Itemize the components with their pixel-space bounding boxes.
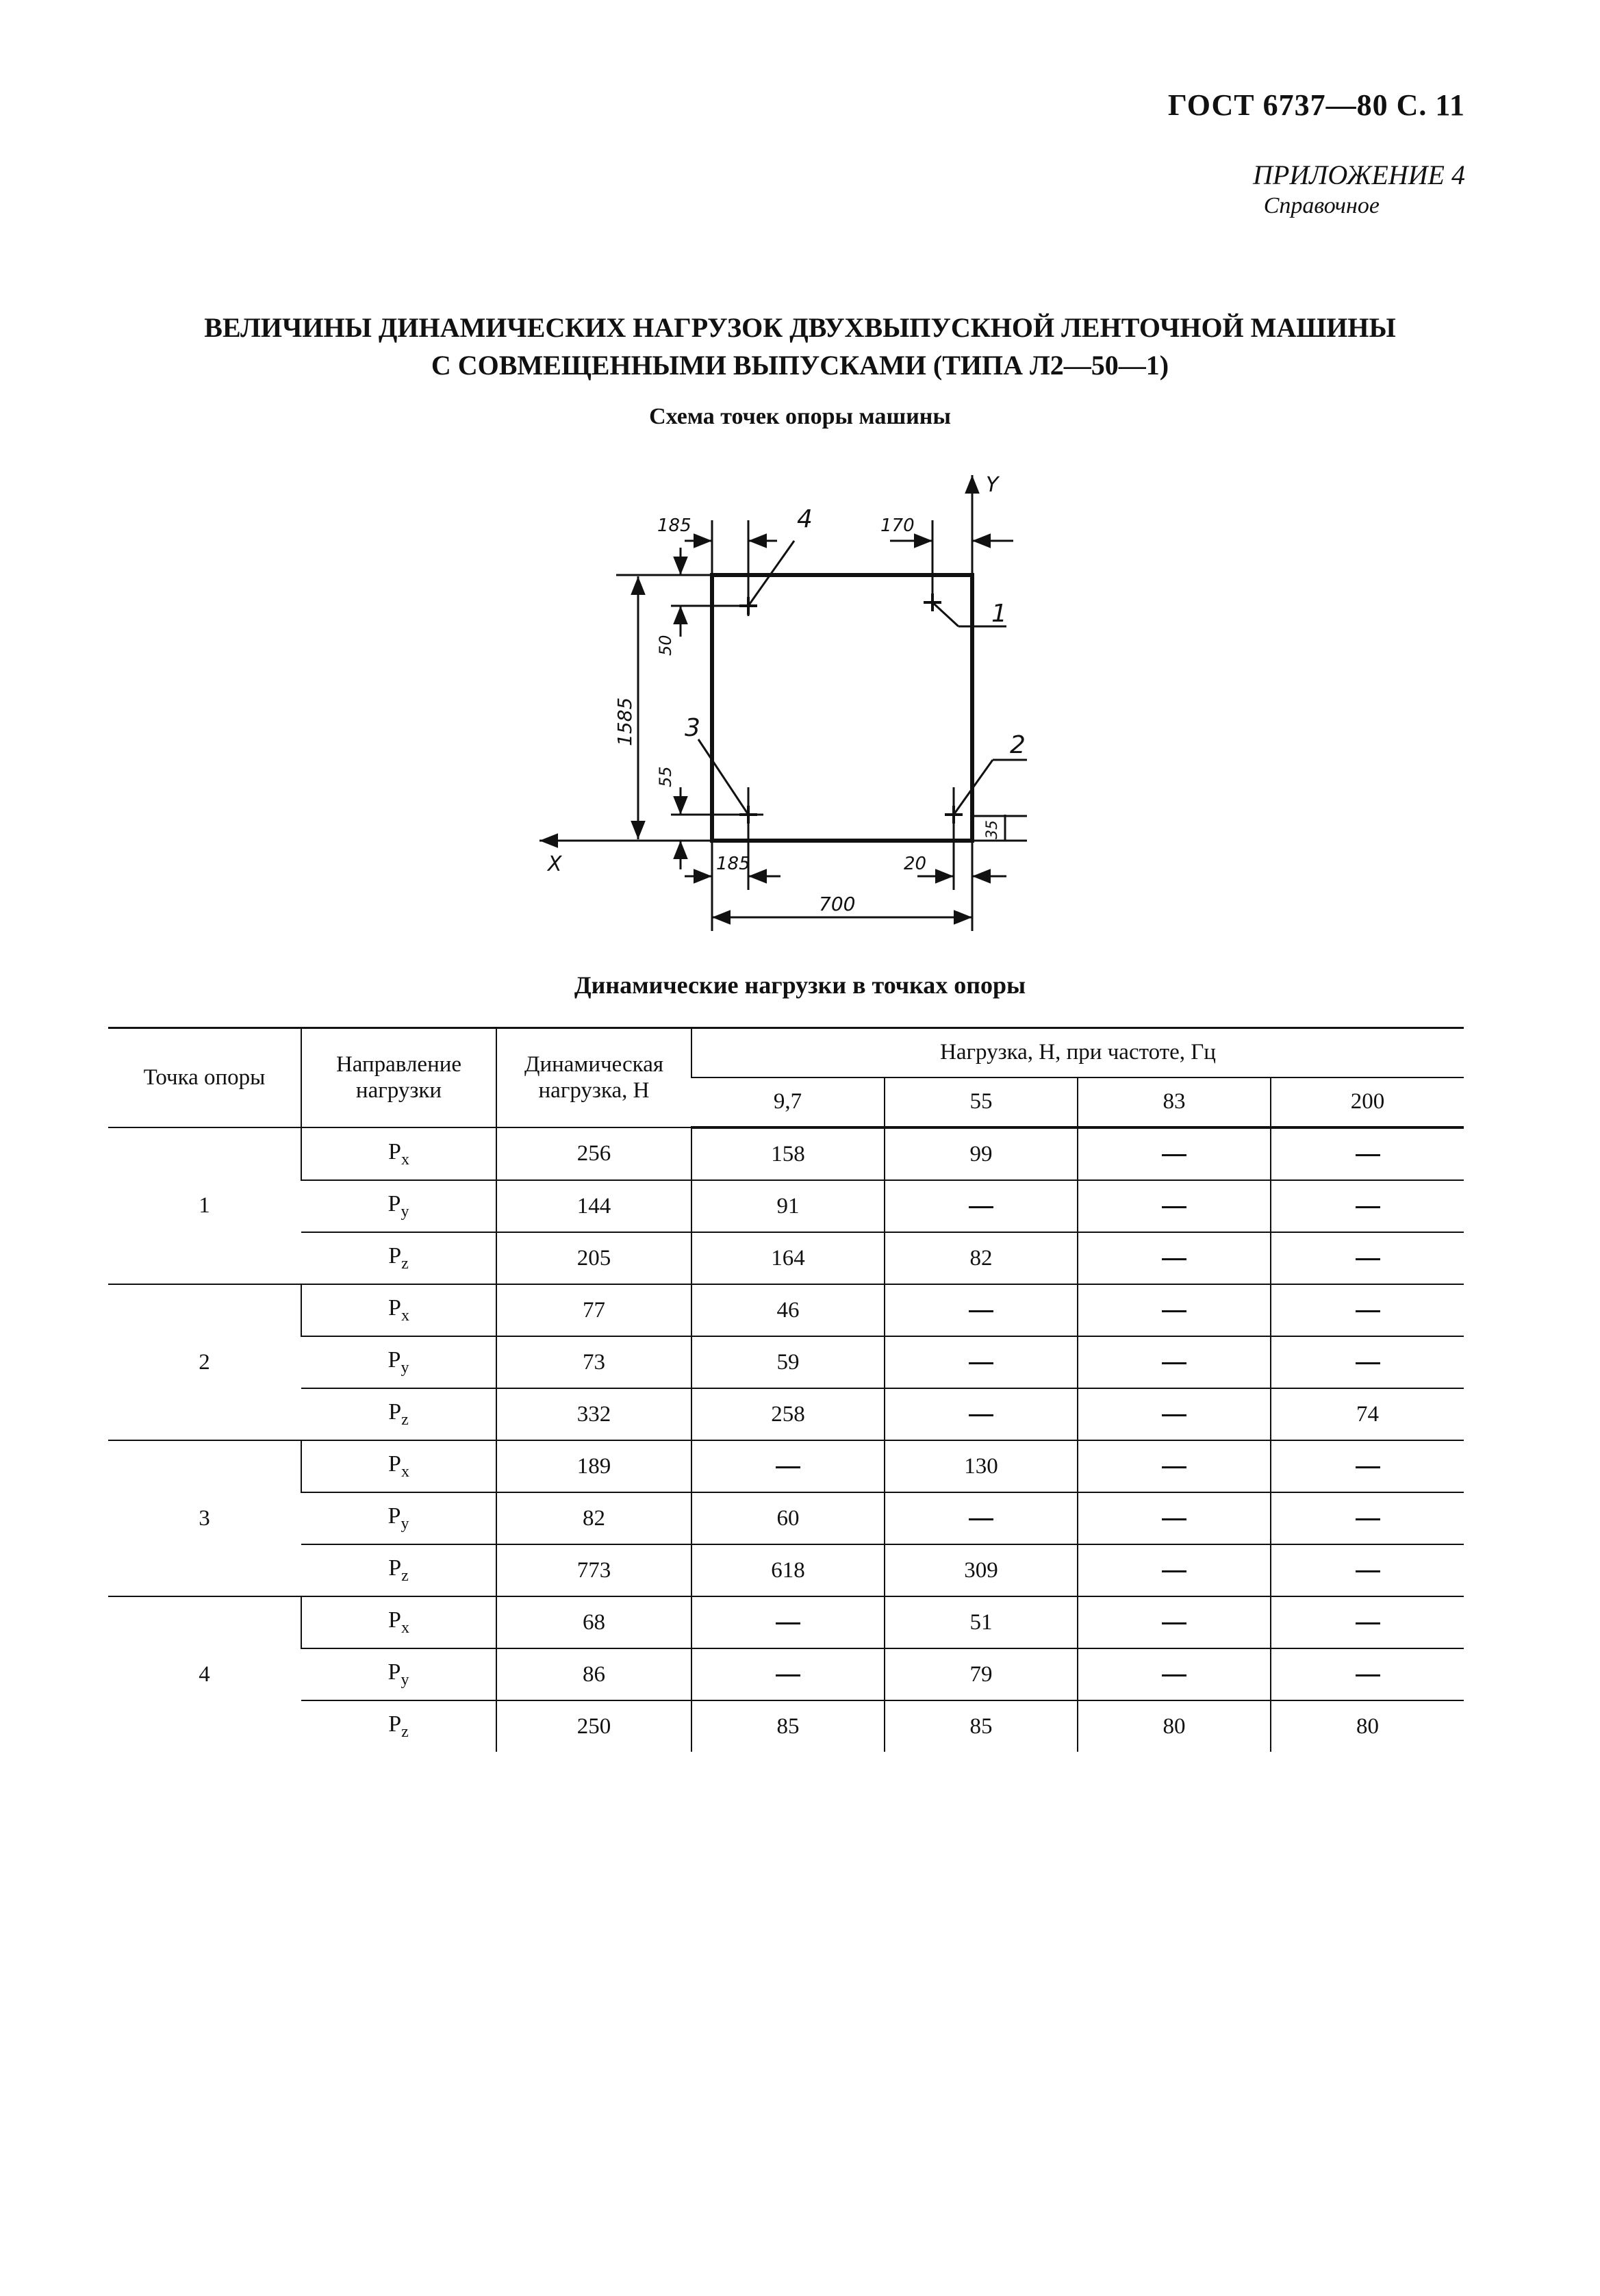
direction-subscript: x [401,1463,409,1481]
direction-symbol: P [388,1451,401,1477]
dynamic-load-cell: 77 [496,1284,691,1336]
dynamic-load-cell: 144 [496,1180,691,1232]
dash-mark [1356,1622,1380,1624]
frequency-load-cell: 309 [885,1544,1078,1596]
dash-mark [1162,1518,1186,1520]
dash-mark [776,1674,800,1676]
direction-subscript: x [401,1307,409,1325]
dynamic-load-cell: 205 [496,1232,691,1284]
frequency-load-cell [885,1284,1078,1336]
dynamic-load-cell: 73 [496,1336,691,1388]
direction-cell [301,1232,496,1284]
support-point-cell: 1 [108,1127,301,1284]
frequency-load-cell [1078,1648,1271,1700]
table-row [108,1232,1464,1284]
dash-mark [776,1466,800,1468]
dynamic-load-cell: 332 [496,1388,691,1440]
frequency-load-cell: 46 [691,1284,885,1336]
dash-mark [1162,1570,1186,1572]
dash-mark [969,1206,993,1208]
direction-cell [301,1336,496,1388]
direction-symbol: P [388,1295,401,1321]
frequency-load-cell: 130 [885,1440,1078,1492]
table-row [108,1388,1464,1440]
machine-outline [712,575,972,841]
direction-symbol: P [388,1347,401,1373]
dash-mark [969,1362,993,1364]
frequency-load-cell [885,1180,1078,1232]
document-title-line-2: С СОВМЕЩЕННЫМИ ВЫПУСКАМИ (ТИПА Л2—50—1) [431,350,1169,381]
dash-mark [1356,1674,1380,1676]
direction-cell [301,1492,496,1544]
dash-mark [1356,1206,1380,1208]
header-freq-200: 200 [1271,1077,1464,1127]
dash-mark [1162,1154,1186,1156]
frequency-load-cell [1271,1232,1464,1284]
header-point: Точка опоры [108,1028,301,1128]
direction-cell [301,1180,496,1232]
frequency-load-cell: 80 [1078,1700,1271,1752]
table-row [108,1700,1464,1752]
frequency-load-cell [691,1596,885,1648]
point-4-label: 4 [797,505,813,533]
direction-symbol: P [388,1503,401,1529]
frequency-load-cell: 618 [691,1544,885,1596]
frequency-load-cell [1078,1596,1271,1648]
frequency-load-cell: 85 [691,1700,885,1752]
frequency-load-cell: 82 [885,1232,1078,1284]
dash-mark [1162,1466,1186,1468]
point-3-label: 3 [685,714,700,742]
table-row [108,1648,1464,1700]
dynamic-load-cell: 82 [496,1492,691,1544]
table-title: Динамические нагрузки в точках опоры [574,971,1026,999]
frequency-load-cell: 99 [885,1127,1078,1180]
frequency-load-cell [1271,1648,1464,1700]
direction-symbol: P [388,1555,402,1581]
dim-20-bottom: 20 [904,854,927,874]
frequency-load-cell [885,1388,1078,1440]
table-body [108,1127,1464,1752]
direction-subscript: y [401,1515,409,1533]
dash-mark [1162,1310,1186,1312]
frequency-load-cell [1271,1544,1464,1596]
direction-subscript: z [401,1411,409,1429]
frequency-load-cell: 91 [691,1180,885,1232]
frequency-load-cell: 258 [691,1388,885,1440]
appendix-note: Справочное [1263,193,1380,218]
direction-symbol: P [388,1243,402,1268]
direction-subscript: y [401,1359,409,1377]
dash-mark [1356,1310,1380,1312]
direction-subscript: z [401,1255,409,1273]
frequency-load-cell [885,1336,1078,1388]
dynamic-load-cell: 189 [496,1440,691,1492]
direction-cell [301,1284,496,1336]
direction-symbol: P [388,1138,401,1164]
support-point-cell: 4 [108,1596,301,1752]
dim-35: 35 [984,820,1001,839]
dim-700: 700 [819,893,856,915]
dash-mark [1356,1154,1380,1156]
direction-symbol: P [388,1607,401,1633]
dash-mark [1162,1674,1186,1676]
point-1-label: 1 [991,600,1007,628]
frequency-load-cell [1271,1127,1464,1180]
appendix-label: ПРИЛОЖЕНИЕ 4 [1253,160,1465,190]
dash-mark [1356,1466,1380,1468]
dynamic-load-cell: 773 [496,1544,691,1596]
axis-y-label: Y [986,473,999,497]
direction-subscript: z [401,1723,409,1741]
frequency-load-cell [1271,1492,1464,1544]
table-row [108,1180,1464,1232]
frequency-load-cell [691,1440,885,1492]
frequency-load-cell: 164 [691,1232,885,1284]
dash-mark [1356,1362,1380,1364]
header-freq-9-7: 9,7 [691,1077,885,1127]
table-row [108,1492,1464,1544]
direction-symbol: P [388,1711,402,1737]
dash-mark [776,1622,800,1624]
table-row [108,1284,1464,1336]
table-row [108,1596,1464,1648]
page-header: ГОСТ 6737—80 С. 11 [1167,88,1465,122]
dash-mark [1356,1258,1380,1260]
dynamic-load-cell: 86 [496,1648,691,1700]
point-2-label: 2 [1010,731,1026,759]
direction-cell [301,1596,496,1648]
frequency-load-cell [1078,1284,1271,1336]
direction-subscript: y [401,1671,409,1689]
header-frequency-group: Нагрузка, Н, при частоте, Гц [691,1028,1464,1078]
frequency-load-cell [1271,1336,1464,1388]
frequency-load-cell [1271,1596,1464,1648]
direction-cell [301,1648,496,1700]
table-row [108,1440,1464,1492]
direction-subscript: x [401,1619,409,1637]
document-title-line-1: ВЕЛИЧИНЫ ДИНАМИЧЕСКИХ НАГРУЗОК ДВУХВЫПУСКНОЙ ЛЕНТОЧНОЙ МАШИНЫ [204,312,1396,343]
frequency-load-cell: 85 [885,1700,1078,1752]
direction-symbol: P [388,1191,401,1216]
frequency-load-cell: 74 [1271,1388,1464,1440]
dash-mark [1162,1206,1186,1208]
dash-mark [1162,1414,1186,1416]
dash-mark [1356,1570,1380,1572]
dash-mark [969,1310,993,1312]
direction-cell [301,1388,496,1440]
frequency-load-cell [885,1492,1078,1544]
support-points-diagram [520,465,1068,931]
direction-symbol: P [388,1659,401,1685]
direction-cell [301,1440,496,1492]
direction-cell [301,1700,496,1752]
dynamic-loads-table [108,1027,1464,1752]
table-row [108,1544,1464,1596]
header-direction: Направление нагрузки [301,1028,496,1128]
frequency-load-cell: 158 [691,1127,885,1180]
dynamic-load-cell: 256 [496,1127,691,1180]
header-dynamic-load: Динамическая нагрузка, Н [496,1028,691,1128]
frequency-load-cell: 79 [885,1648,1078,1700]
diagram-title: Схема точек опоры машины [649,404,951,429]
frequency-load-cell: 80 [1271,1700,1464,1752]
frequency-load-cell: 51 [885,1596,1078,1648]
frequency-load-cell [1078,1180,1271,1232]
frequency-load-cell [1078,1336,1271,1388]
dynamic-load-cell: 68 [496,1596,691,1648]
frequency-load-cell [691,1648,885,1700]
direction-subscript: x [401,1150,409,1169]
frequency-load-cell [1078,1440,1271,1492]
table-row [108,1336,1464,1388]
axis-x-label: X [548,852,562,876]
dim-55: 55 [656,766,675,787]
direction-cell [301,1127,496,1180]
dash-mark [1162,1362,1186,1364]
dash-mark [1356,1518,1380,1520]
frequency-load-cell [1078,1232,1271,1284]
direction-cell [301,1544,496,1596]
dash-mark [969,1518,993,1520]
dim-1585: 1585 [613,697,636,746]
frequency-load-cell: 59 [691,1336,885,1388]
dim-185-bottom: 185 [716,854,750,874]
dim-170-top: 170 [880,515,915,536]
direction-subscript: z [401,1567,409,1585]
support-point-cell: 3 [108,1440,301,1596]
dash-mark [1162,1258,1186,1260]
dash-mark [1162,1622,1186,1624]
support-point-cell: 2 [108,1284,301,1440]
dynamic-load-cell: 250 [496,1700,691,1752]
header-freq-83: 83 [1078,1077,1271,1127]
dim-50: 50 [656,635,675,656]
frequency-load-cell [1271,1284,1464,1336]
frequency-load-cell [1078,1127,1271,1180]
frequency-load-cell [1078,1544,1271,1596]
dash-mark [969,1414,993,1416]
frequency-load-cell [1271,1440,1464,1492]
table-row [108,1127,1464,1180]
frequency-load-cell: 60 [691,1492,885,1544]
direction-subscript: y [401,1203,409,1221]
frequency-load-cell [1078,1492,1271,1544]
frequency-load-cell [1271,1180,1464,1232]
direction-symbol: P [388,1399,402,1425]
frequency-load-cell [1078,1388,1271,1440]
dim-185-top: 185 [657,515,691,536]
header-freq-55: 55 [885,1077,1078,1127]
